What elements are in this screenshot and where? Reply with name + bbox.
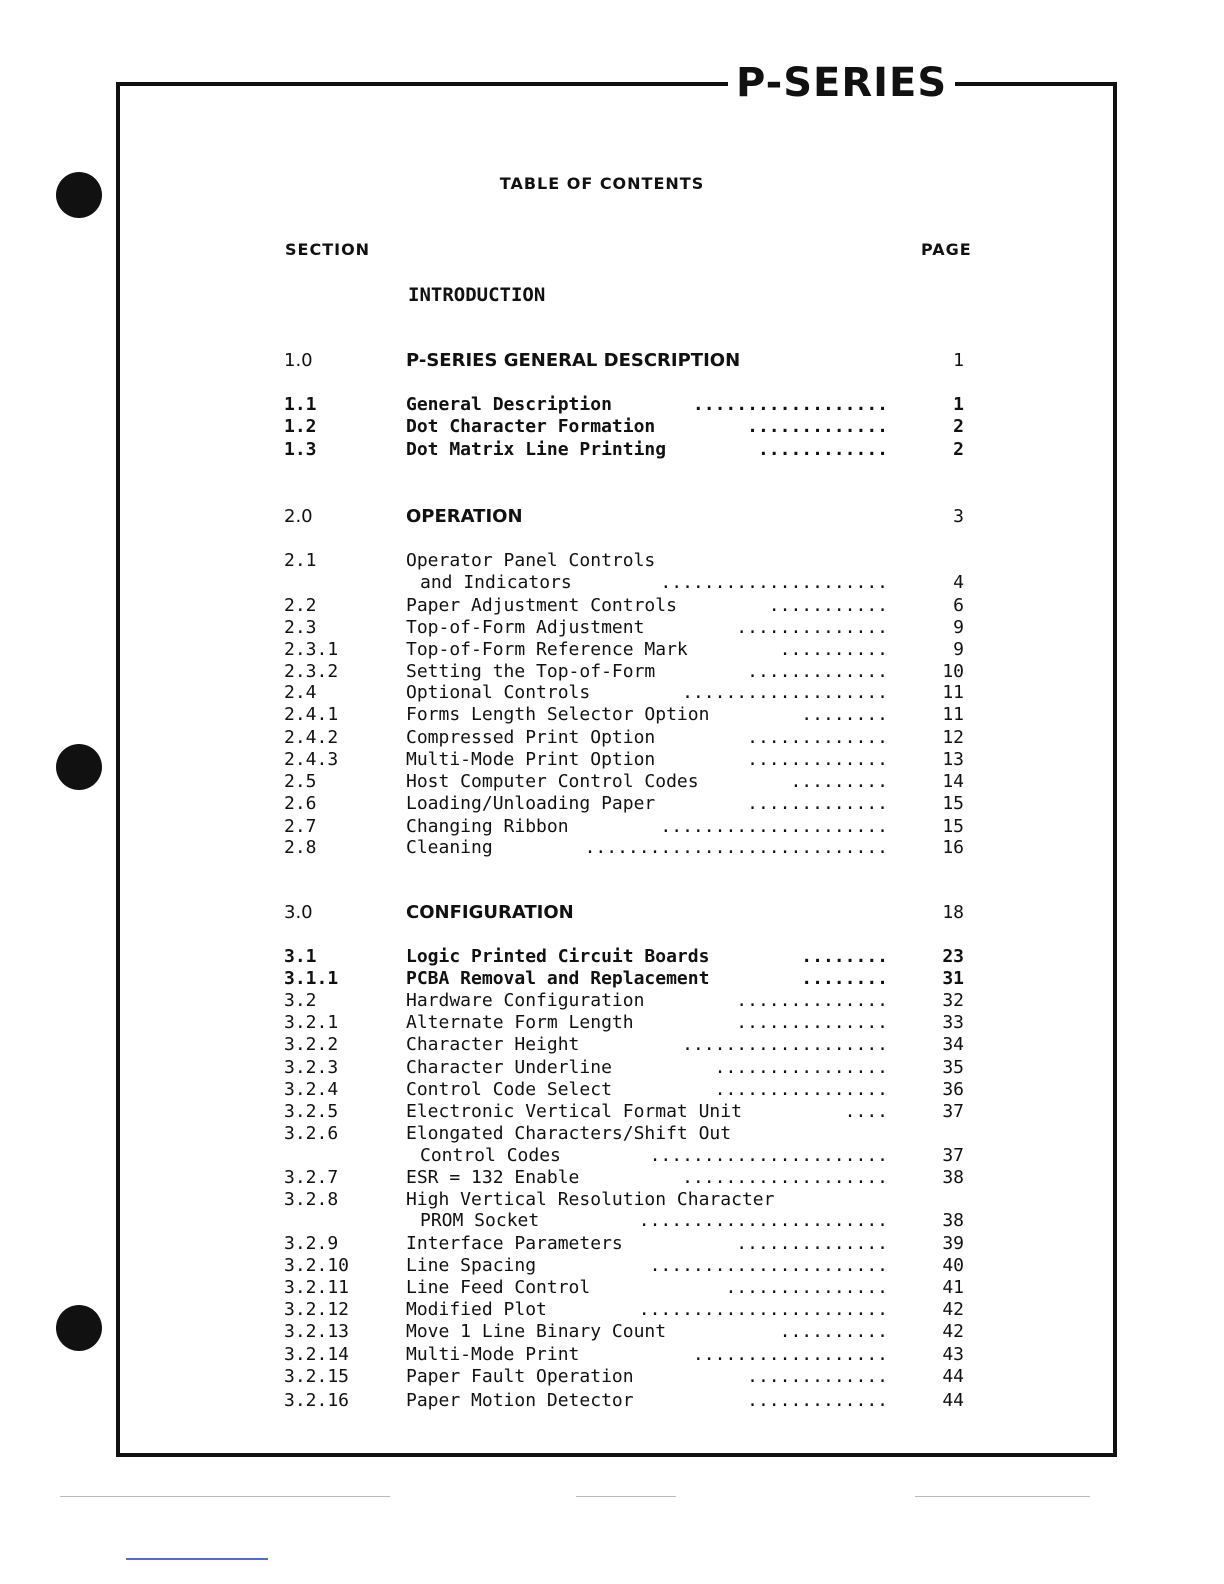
entry-title: Line Spacing (406, 1255, 537, 1276)
entry-number: 3.2.9 (284, 1233, 339, 1254)
toc-entry (284, 1210, 964, 1232)
entry-number: 3.2.1 (284, 1012, 339, 1033)
entry-page: 38 (942, 1210, 964, 1231)
entry-leader: ............. (747, 416, 888, 437)
toc-entry (284, 1277, 964, 1299)
entry-title: Logic Printed Circuit Boards (406, 946, 710, 967)
entry-page: 23 (942, 946, 964, 967)
entry-title: Forms Length Selector Option (406, 704, 710, 725)
toc-entry (284, 902, 964, 924)
entry-page: 16 (942, 837, 964, 858)
entry-title: Elongated Characters/Shift Out (406, 1123, 732, 1144)
entry-number: 3.2.6 (284, 1123, 339, 1144)
entry-number: 3.2 (284, 990, 317, 1011)
entry-leader: .............. (725, 1233, 888, 1254)
punch-hole (56, 744, 102, 790)
entry-page: 38 (942, 1167, 964, 1188)
entry-number: 2.1 (284, 550, 317, 571)
entry-leader: .......... (779, 639, 888, 660)
entry-title: Operator Panel Controls (406, 550, 656, 571)
entry-number: 3.1 (284, 946, 317, 967)
entry-leader: ............. (747, 793, 888, 814)
entry-page: 13 (942, 749, 964, 770)
entry-number: 3.2.3 (284, 1057, 339, 1078)
entry-leader: .................. (682, 1344, 888, 1365)
toc-entry (284, 990, 964, 1012)
entry-page: 32 (942, 990, 964, 1011)
entry-number: 2.2 (284, 595, 317, 616)
toc-entry (284, 1299, 964, 1321)
toc-entry (284, 1189, 964, 1211)
entry-page: 42 (942, 1299, 964, 1320)
entry-title: Dot Matrix Line Printing (406, 439, 667, 460)
entry-leader: ....................... (638, 1299, 888, 1320)
entry-number: 1.3 (284, 439, 317, 460)
entry-page: 11 (942, 682, 964, 703)
entry-number: 3.2.4 (284, 1079, 339, 1100)
entry-leader: ................... (682, 1167, 888, 1188)
entry-title: Control Code Select (406, 1079, 612, 1100)
entry-title: Modified Plot (406, 1299, 547, 1320)
toc-entry (284, 617, 964, 639)
entry-page: 1 (953, 350, 964, 371)
entry-leader: ................... (671, 1034, 888, 1055)
entry-number: 2.8 (284, 837, 317, 858)
entry-leader: ............. (747, 749, 888, 770)
scan-edge-line (915, 1496, 1090, 1497)
toc-entry (284, 1344, 964, 1366)
entry-number: 2.4.1 (284, 704, 339, 725)
scan-edge-line (576, 1496, 676, 1497)
entry-leader: ........ (801, 968, 888, 989)
entry-page: 4 (953, 572, 964, 593)
entry-page: 15 (942, 793, 964, 814)
entry-title: Paper Adjustment Controls (406, 595, 677, 616)
entry-title: Electronic Vertical Format Unit (406, 1101, 742, 1122)
entry-leader: ............. (736, 1390, 888, 1411)
entry-title: Top-of-Form Adjustment (406, 617, 645, 638)
toc-entry (284, 946, 964, 968)
entry-page: 37 (942, 1145, 964, 1166)
entry-page: 31 (942, 968, 964, 989)
toc-entry (284, 704, 964, 726)
entry-leader: .............. (736, 617, 888, 638)
entry-page: 40 (942, 1255, 964, 1276)
entry-number: 2.3 (284, 617, 317, 638)
toc-entry (284, 771, 964, 793)
entry-title: OPERATION (406, 506, 523, 527)
entry-page: 2 (953, 439, 964, 460)
introduction-heading: INTRODUCTION (408, 284, 546, 306)
entry-number: 2.7 (284, 816, 317, 837)
entry-leader: .................. (692, 394, 888, 415)
entry-number: 3.2.2 (284, 1034, 339, 1055)
scan-edge-line (60, 1496, 390, 1497)
entry-leader: ............ (757, 439, 888, 460)
entry-title: High Vertical Resolution Character (406, 1189, 775, 1210)
entry-number: 3.2.11 (284, 1277, 350, 1298)
entry-title: Compressed Print Option (406, 727, 656, 748)
entry-page: 9 (953, 639, 964, 660)
entry-page: 35 (942, 1057, 964, 1078)
toc-entry (284, 439, 964, 461)
toc-entry (284, 968, 964, 990)
entry-leader: ..................... (660, 816, 888, 837)
entry-title: Top-of-Form Reference Mark (406, 639, 688, 660)
toc-entry (284, 749, 964, 771)
entry-leader: .............. (725, 1012, 888, 1033)
entry-title: ESR = 132 Enable (406, 1167, 580, 1188)
entry-title: P-SERIES GENERAL DESCRIPTION (406, 350, 741, 371)
toc-entry (284, 350, 964, 372)
entry-leader: .... (833, 1101, 888, 1122)
entry-leader: ...................... (638, 1255, 888, 1276)
entry-leader: ......... (790, 771, 888, 792)
entry-title: General Description (406, 394, 612, 415)
entry-leader: ...................... (649, 1145, 888, 1166)
entry-title: Paper Motion Detector (406, 1390, 634, 1411)
toc-entry (284, 416, 964, 438)
toc-entry (284, 1390, 964, 1412)
entry-number: 3.1.1 (284, 968, 339, 989)
entry-leader: ............. (736, 1366, 888, 1387)
section-header: SECTION (285, 240, 371, 259)
entry-title: Character Underline (406, 1057, 612, 1078)
toc-entry (284, 1123, 964, 1145)
toc-entry (284, 1057, 964, 1079)
entry-page: 44 (942, 1366, 964, 1387)
toc-entry (284, 506, 964, 528)
entry-number: 2.0 (284, 506, 313, 527)
entry-number: 2.4 (284, 682, 317, 703)
entry-page: 6 (953, 595, 964, 616)
toc-title: TABLE OF CONTENTS (499, 174, 705, 193)
entry-page: 12 (942, 727, 964, 748)
entry-leader: .......... (768, 1321, 888, 1342)
toc-entry (284, 394, 964, 416)
entry-page: 3 (953, 506, 964, 527)
entry-title: Move 1 Line Binary Count (406, 1321, 667, 1342)
brand-title: P-SERIES (728, 61, 955, 105)
entry-title: PROM Socket (420, 1210, 540, 1231)
scan-mark (126, 1558, 268, 1560)
entry-leader: .............. (736, 990, 888, 1011)
toc-entry (284, 1079, 964, 1101)
entry-title: Optional Controls (406, 682, 591, 703)
entry-leader: ............... (714, 1277, 888, 1298)
toc-entry (284, 816, 964, 838)
entry-page: 9 (953, 617, 964, 638)
entry-number: 3.2.7 (284, 1167, 339, 1188)
entry-leader: ............................ (584, 837, 888, 858)
entry-page: 15 (942, 816, 964, 837)
entry-page: 1 (953, 394, 964, 415)
entry-title: Alternate Form Length (406, 1012, 634, 1033)
entry-number: 2.4.2 (284, 727, 339, 748)
entry-leader: ..................... (660, 572, 888, 593)
entry-page: 11 (942, 704, 964, 725)
entry-page: 10 (942, 661, 964, 682)
entry-number: 2.5 (284, 771, 317, 792)
entry-page: 37 (942, 1101, 964, 1122)
entry-leader: ....................... (627, 1210, 888, 1231)
toc-entry (284, 550, 964, 572)
entry-number: 1.2 (284, 416, 317, 437)
entry-number: 3.2.16 (284, 1390, 350, 1411)
entry-title: Setting the Top-of-Form (406, 661, 656, 682)
entry-title: PCBA Removal and Replacement (406, 968, 710, 989)
toc-entry (284, 1145, 964, 1167)
entry-leader: ........ (801, 946, 888, 967)
entry-title: Paper Fault Operation (406, 1366, 634, 1387)
toc-entry (284, 1167, 964, 1189)
entry-page: 18 (942, 902, 964, 923)
entry-number: 2.3.2 (284, 661, 339, 682)
toc-entry (284, 1034, 964, 1056)
entry-page: 39 (942, 1233, 964, 1254)
entry-number: 3.2.8 (284, 1189, 339, 1210)
entry-number: 2.4.3 (284, 749, 339, 770)
entry-title: Interface Parameters (406, 1233, 623, 1254)
entry-title: Cleaning (406, 837, 493, 858)
entry-page: 33 (942, 1012, 964, 1033)
entry-leader: ........ (801, 704, 888, 725)
entry-number: 3.2.5 (284, 1101, 339, 1122)
toc-entry (284, 1321, 964, 1343)
page-header: PAGE (921, 240, 972, 259)
entry-number: 3.2.13 (284, 1321, 350, 1342)
toc-entry (284, 1101, 964, 1123)
entry-number: 3.2.12 (284, 1299, 350, 1320)
entry-page: 43 (942, 1344, 964, 1365)
toc-entry (284, 682, 964, 704)
entry-number: 1.1 (284, 394, 317, 415)
toc-entry (284, 639, 964, 661)
entry-title: Multi-Mode Print Option (406, 749, 656, 770)
entry-page: 36 (942, 1079, 964, 1100)
entry-leader: ............. (747, 727, 888, 748)
entry-page: 14 (942, 771, 964, 792)
entry-title: and Indicators (420, 572, 572, 593)
entry-title: Host Computer Control Codes (406, 771, 699, 792)
entry-number: 1.0 (284, 350, 313, 371)
entry-title: Control Codes (420, 1145, 561, 1166)
entry-number: 3.2.15 (284, 1366, 350, 1387)
entry-title: Character Height (406, 1034, 580, 1055)
toc-entry (284, 1233, 964, 1255)
entry-page: 44 (942, 1390, 964, 1411)
toc-entry (284, 793, 964, 815)
entry-title: Hardware Configuration (406, 990, 645, 1011)
entry-leader: ................ (703, 1057, 888, 1078)
toc-entry (284, 1012, 964, 1034)
entry-title: CONFIGURATION (406, 902, 574, 923)
entry-title: Changing Ribbon (406, 816, 569, 837)
punch-hole (56, 1305, 102, 1351)
entry-title: Loading/Unloading Paper (406, 793, 656, 814)
entry-number: 3.0 (284, 902, 313, 923)
toc-entry (284, 727, 964, 749)
toc-entry (284, 661, 964, 683)
entry-number: 2.3.1 (284, 639, 339, 660)
toc-entry (284, 1255, 964, 1277)
entry-leader: ............. (747, 661, 888, 682)
entry-page: 42 (942, 1321, 964, 1342)
toc-entry (284, 595, 964, 617)
entry-leader: ................... (682, 682, 888, 703)
entry-number: 3.2.14 (284, 1344, 350, 1365)
toc-entry (284, 837, 964, 859)
entry-title: Line Feed Control (406, 1277, 591, 1298)
entry-title: Dot Character Formation (406, 416, 656, 437)
entry-page: 34 (942, 1034, 964, 1055)
entry-title: Multi-Mode Print (406, 1344, 580, 1365)
entry-page: 41 (942, 1277, 964, 1298)
entry-leader: ........... (768, 595, 888, 616)
entry-number: 2.6 (284, 793, 317, 814)
toc-entry (284, 572, 964, 594)
entry-number: 3.2.10 (284, 1255, 350, 1276)
toc-entry (284, 1366, 964, 1388)
entry-leader: ................ (703, 1079, 888, 1100)
entry-page: 2 (953, 416, 964, 437)
